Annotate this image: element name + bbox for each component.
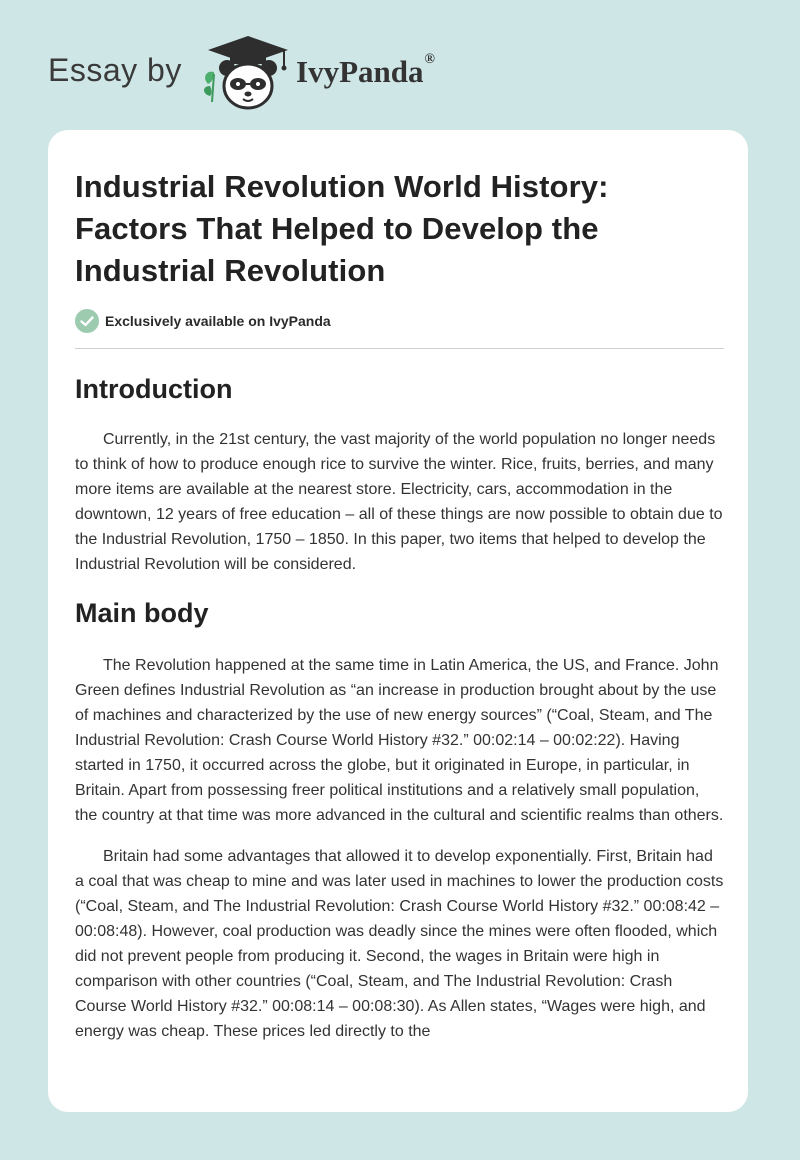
- section-heading: Introduction: [75, 374, 233, 404]
- panda-logo-icon[interactable]: [200, 34, 296, 112]
- exclusive-badge-label: Exclusively available on IvyPanda: [105, 313, 331, 329]
- section-introduction: [75, 371, 724, 577]
- divider: [75, 348, 724, 349]
- section-main-body: [75, 595, 724, 1044]
- article-title: Industrial Revolution World History: Factors That Helped to Develop the Industrial Revolution: [75, 169, 609, 288]
- article-card: [48, 130, 748, 1112]
- check-circle-icon: [75, 309, 99, 333]
- brand-name[interactable]: IvyPanda®: [296, 52, 435, 89]
- exclusive-badge: [75, 308, 724, 334]
- section-heading: Main body: [75, 598, 209, 628]
- site-header: [48, 30, 488, 110]
- brand-prefix: Essay by: [48, 52, 182, 88]
- registered-mark: ®: [424, 52, 435, 67]
- paragraph: The Revolution happened at the same time in Latin America, the US, and France. John Green defines Industrial Revolution as “an increase in production brought about by the use of machines and characterized by the use of new energy sources” (“Coal, Steam, and The Industrial Revolution: Crash Course World History #32.” 00:02:14 – 00:02:22). Having started in 1750, it occurred across the globe, but it originated in Europe, in particular, in Britain. Apart from possessing freer political institutions and a relatively small population, the country at that time was more advanced in the cultural and scientific realms than others.: [75, 657, 724, 824]
- paragraph: Currently, in the 21st century, the vast majority of the world population no longer needs to think of how to produce enough rice to survive the winter. Rice, fruits, berries, and many more items are available at the nearest store. Electricity, cars, accommodation in the downtown, 12 years of free education – all of these things are now possible to obtain due to the Industrial Revolution, 1750 – 1850. In this paper, two items that helped to develop the Industrial Revolution will be considered.: [75, 431, 723, 573]
- paragraph: Britain had some advantages that allowed it to develop exponentially. First, Britain had a coal that was cheap to mine and was later used in machines to lower the production costs (“Coal, Steam, and The Industrial Revolution: Crash Course World History #32.” 00:08:42 – 00:08:48). However, coal production was deadly since the mines were often flooded, which did not prevent people from producing it. Second, the wages in Britain were high in comparison with other countries (“Coal, Steam, and The Industrial Revolution: Crash Course World History #32.” 00:08:14 – 00:08:30). As Allen states, “Wages were high, and energy was cheap. These prices led directly to the: [75, 848, 724, 1040]
- article-content: [75, 166, 724, 1044]
